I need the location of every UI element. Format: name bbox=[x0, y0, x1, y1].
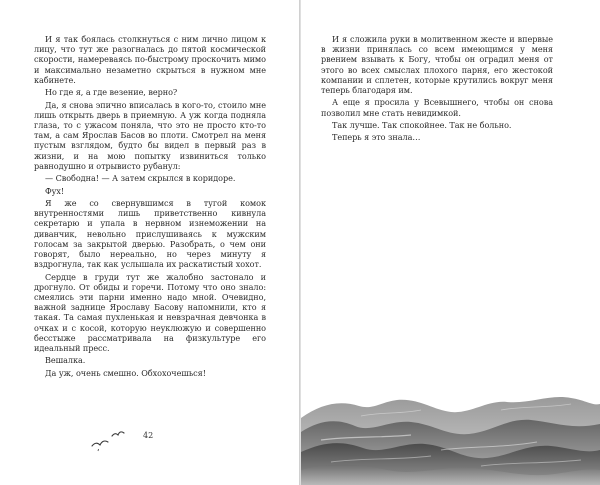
paragraph: Так лучше. Так спокойнее. Так не больно. bbox=[332, 120, 512, 130]
left-page bbox=[0, 0, 299, 485]
paragraph: Фух! bbox=[45, 185, 65, 196]
paragraph: Теперь я это знала… bbox=[332, 132, 421, 143]
left-page-text bbox=[34, 34, 266, 380]
ink-wash-mountains-illustration bbox=[301, 380, 600, 485]
paragraph: Да, я снова эпично вписалась в кого-то, стоило мне лишь открыть дверь в приемную. А уж когда подняла глаза, то с ужасом поняла, что это не просто кто-то там, а сам Ярослав Басов во плоти. Смотрел на меня пустым взглядом, будто бы видел в первый раз в жизни, и на мою попытку извиниться только равнодушно и отрывисто рубанул: bbox=[34, 99, 266, 171]
paragraph: Я же со свернувшимся в тугой комок внутренностями лишь приветственно кивнула секретарю и упала в нервном изнеможении на диванчик, невольно прислушиваясь к мужским голосам за закрытой дверью. Разобрать, о чем они говорят, было нереально, но через минуту я вздрогнула, так как услышала их раскатистый хохот. bbox=[34, 197, 266, 270]
paragraph: Вешалка. bbox=[45, 355, 86, 366]
paragraph: И я так боялась столкнуться с ним лично лицом к лицу, что тут же разогналась до пятой космической скорости, намереваясь по-быстрому проскочить мимо и максимально незаметно скрыться в нужном мне кабинете. bbox=[34, 34, 266, 85]
paragraph: Но где я, а где везение, верно? bbox=[45, 87, 178, 98]
paragraph: И я сложила руки в молитвенном жесте и впервые в жизни принялась со всем имеющимся у меня рвением взывать к Богу, чтобы он оградил меня от этого во всех смыслах плохого парня, его жестокой компании и сплетен, которые крутились вокруг меня теперь благодаря им. bbox=[321, 34, 553, 96]
page-number: 42 bbox=[143, 431, 154, 440]
paragraph: А еще я просила у Всевышнего, чтобы он снова позволил мне стать невидимкой. bbox=[321, 97, 553, 118]
birds-ink-icon bbox=[88, 424, 138, 454]
paragraph: Да уж, очень смешно. Обхохочешься! bbox=[45, 367, 206, 378]
right-page bbox=[301, 0, 600, 485]
page-footer bbox=[88, 424, 178, 454]
paragraph: — Свободна! — А затем скрылся в коридоре. bbox=[45, 173, 236, 184]
paragraph: Сердце в груди тут же жалобно застонало и дрогнуло. От обиды и горечи. Потому что оно знало: смеялись эти парни именно надо мной. Очевидно, важной заднице Ярославу Басову напомнили, кто я такая. Та самая пухленькая и невзрачная девчонка в очках и с косой, которую неуклюжую и совершенно бесстыже рассматривала на физкультуре его идеальный пресс. bbox=[34, 271, 266, 354]
right-page-text bbox=[321, 34, 553, 145]
